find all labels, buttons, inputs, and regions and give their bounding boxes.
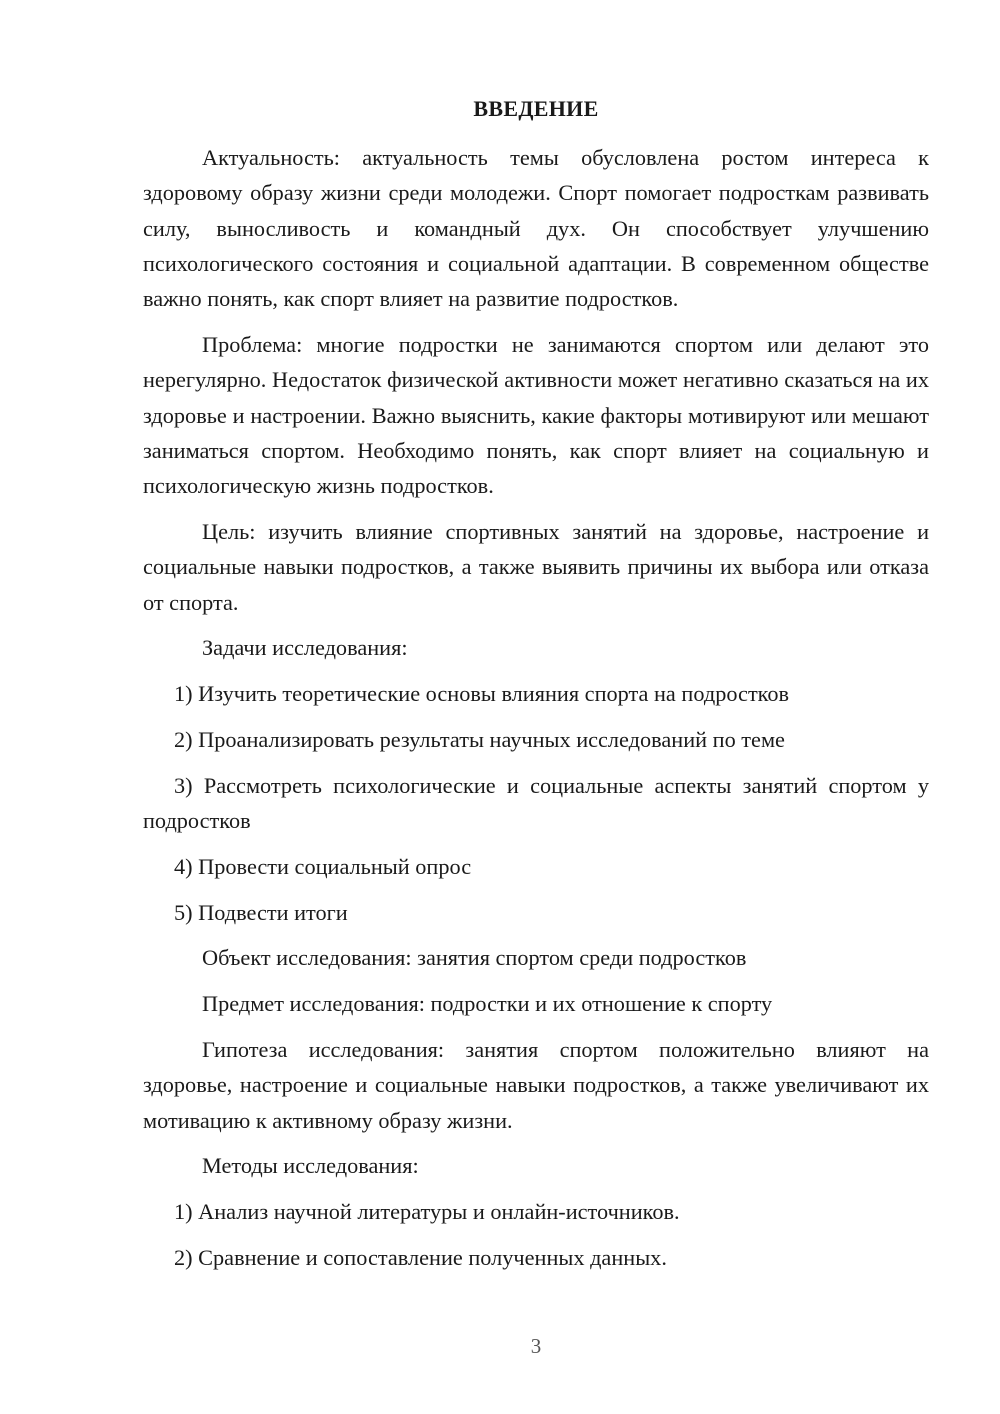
task-item: 2) Проанализировать результаты научных исследований по теме [174, 726, 785, 752]
section-title: ВВЕДЕНИЕ [473, 96, 599, 121]
paragraph-subject: Предмет исследования: подростки и их отношение к спорту [202, 991, 773, 1017]
methods-heading: Методы исследования: [202, 1153, 419, 1179]
method-item: 2) Сравнение и сопоставление полученных данных. [174, 1245, 667, 1271]
paragraph-relevance: Актуальность: актуальность темы обусловлена ростом интереса к здоровому образу жизни среди молодежи. Спорт помогает подросткам развивать силу, выносливость и командный дух. Он способствует улучшению психологического состояния и социальной адаптации. В современном обществе важно понять, как спорт влияет на развитие подростков. [143, 145, 929, 312]
paragraph-object: Объект исследования: занятия спортом среди подростков [202, 945, 747, 971]
document-body [143, 140, 929, 1286]
tasks-heading: Задачи исследования: [202, 635, 408, 661]
task-item: 5) Подвести итоги [174, 899, 348, 925]
page-number: 3 [530, 1334, 542, 1358]
task-item: 3) Рассмотреть психологические и социальные аспекты занятий спортом у подростков [143, 772, 929, 834]
task-item: 4) Провести социальный опрос [174, 853, 472, 879]
paragraph-goal: Цель: изучить влияние спортивных занятий на здоровье, настроение и социальные навыки подростков, а также выявить причины их выбора или отказа от спорта. [143, 518, 929, 615]
method-item: 1) Анализ научной литературы и онлайн-источников. [174, 1199, 680, 1225]
paragraph-problem: Проблема: многие подростки не занимаются спортом или делают это нерегулярно. Недостаток физической активности может негативно сказаться на их здоровье и настроении. Важно выяснить, какие факторы мотивируют или мешают заниматься спортом. Необходимо понять, как спорт влияет на социальную и психологическую жизнь подростков. [143, 331, 929, 499]
paragraph-hypothesis: Гипотеза исследования: занятия спортом положительно влияют на здоровье, настроение и социальные навыки подростков, а также увеличивают их мотивацию к активному образу жизни. [143, 1037, 929, 1133]
document-page [143, 0, 929, 1414]
task-item: 1) Изучить теоретические основы влияния спорта на подростков [174, 681, 790, 707]
